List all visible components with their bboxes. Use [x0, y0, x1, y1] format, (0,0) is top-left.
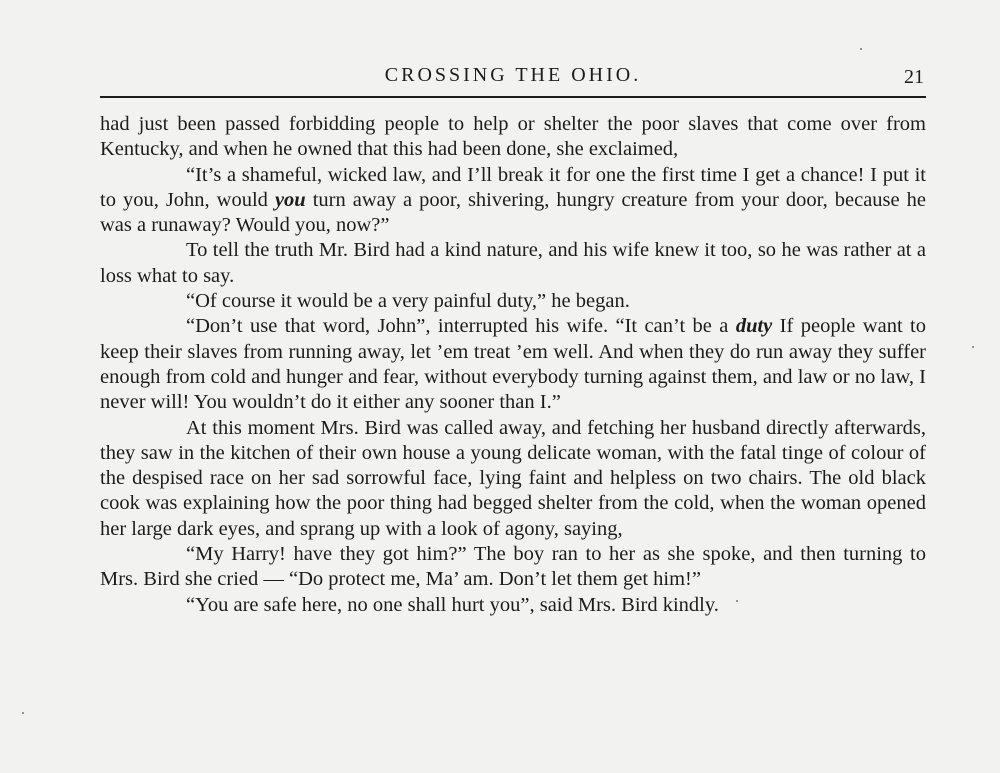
body-text: [100, 112, 926, 618]
paper-speck: [22, 712, 24, 714]
running-head: [100, 62, 926, 92]
paragraph: “My Harry! have they got him?” The boy ran to her as she spoke, and then turning to Mrs. Bird she cried — “Do protect me, Ma’ am. Don’t let them get him!”: [100, 543, 926, 591]
page-number: 21: [904, 66, 924, 88]
paragraph-text: “It’s a shameful, wicked law, and I’ll break it for one the first time I get a chance! I put it to you, John, would: [100, 163, 926, 211]
paragraph: To tell the truth Mr. Bird had a kind nature, and his wife knew it too, so he was rather at a loss what to say.: [100, 239, 926, 287]
paragraph: [100, 314, 926, 415]
chapter-title: CROSSING THE OHIO.: [384, 64, 642, 86]
paper-speck: [860, 48, 862, 50]
paragraph: [100, 163, 926, 239]
paper-speck: [736, 600, 738, 602]
paragraph: At this moment Mrs. Bird was called away, and fetching her husband directly afterwards, they saw in the kitchen of their own house a young delicate woman, with the fatal tinge of colour of the despised race on her sad sorrowful face, lying faint and helpless on two chairs. The old black cook was explaining how the poor thing had begged shelter from the cold, when the woman opened her large dark eyes, and sprang up with a look of agony, saying,: [100, 416, 926, 540]
header-rule: [100, 96, 926, 98]
emphasized-word: you: [274, 188, 306, 211]
paragraph: “Of course it would be a very painful duty,” he began.: [186, 290, 630, 313]
paper-speck: [972, 346, 974, 348]
paragraph: had just been passed forbidding people to help or shelter the poor slaves that come over from Kentucky, and when he owned that this had been done, she exclaimed,: [100, 113, 926, 161]
paragraph: “You are safe here, no one shall hurt you”, said Mrs. Bird kindly.: [186, 593, 719, 616]
emphasized-word: duty: [735, 315, 773, 338]
paragraph-text: “Don’t use that word, John”, interrupted his wife. “It can’t be a: [186, 315, 736, 338]
paragraph-text: If people want to keep their slaves from running away, let ’em treat ’em well. And when they do run away they suffer enough from cold and hunger and fear, without everybody turning against them, and law or no law, I never will! You wouldn’t do it either any sooner than I.”: [100, 315, 926, 414]
paragraph-text: turn away a poor, shivering, hungry creature from your door, because he was a runaway? Would you, now?”: [100, 188, 926, 237]
